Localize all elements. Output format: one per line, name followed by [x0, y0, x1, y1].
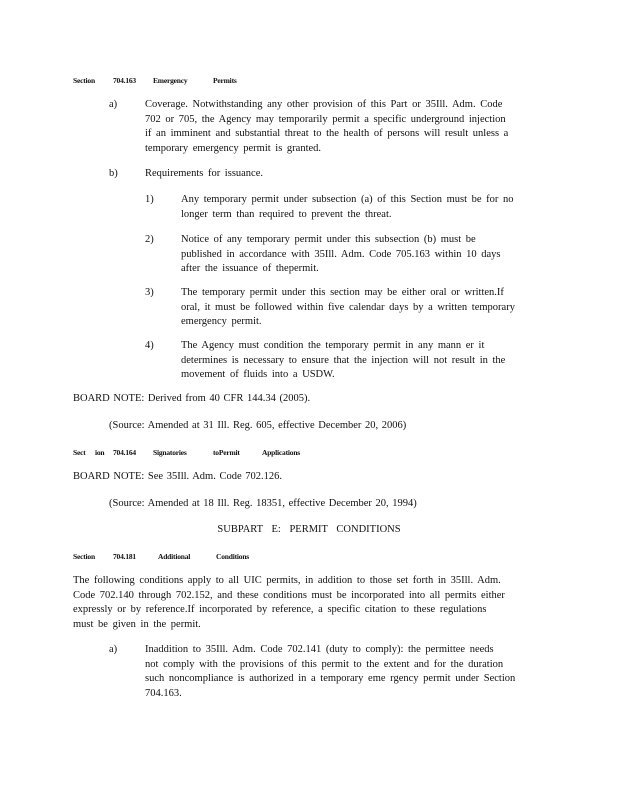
subsection-a-text	[145, 643, 515, 701]
item-text	[181, 233, 501, 277]
text-line: after the issuance of thepermit.	[181, 263, 319, 275]
text-line: Notice of any temporary permit under this subsection (b) must be	[181, 234, 476, 245]
section-title-word: Permits	[213, 76, 237, 85]
text-line: longer term than required to prevent the threat.	[181, 208, 392, 220]
item-number: 1)	[145, 194, 154, 205]
text-line: The Agency must condition the temporary permit in any mann er it	[181, 340, 485, 351]
section-label: Section	[73, 552, 95, 561]
source-note: (Source: Amended at 31 Ill. Reg. 605, effective December 20, 2006)	[109, 420, 407, 431]
subsection-label: a)	[109, 99, 118, 110]
section-label: Sect	[73, 448, 86, 457]
text-line: not comply with the provisions of this permit to the extent and for the duration	[145, 658, 504, 670]
board-note: BOARD NOTE: Derived from 40 CFR 144.34 (2005).	[73, 393, 311, 404]
subsection-a-text	[145, 98, 508, 156]
subsection-label: a)	[109, 644, 118, 655]
text-line: expressly or by reference.If incorporated by reference, a specific citation to these regulations	[73, 604, 487, 616]
text-line: must be given in the permit.	[73, 618, 201, 630]
text-line: movement of fluids into a USDW.	[181, 369, 335, 381]
text-line: temporary emergency permit is granted.	[145, 142, 322, 154]
text-line: determines is necessary to ensure that the injection will not result in the	[181, 354, 506, 366]
text-line: Any temporary permit under subsection (a) of this Section must be for no	[181, 194, 514, 205]
text-line: emergency permit.	[181, 316, 262, 328]
subsection-b-text: Requirements for issuance.	[145, 168, 264, 179]
intro-paragraph	[73, 574, 505, 632]
subpart-heading: SUBPART E: PERMIT CONDITIONS	[217, 524, 401, 535]
text-line: Inaddition to 35Ill. Adm. Code 702.141 (duty to comply): the permittee needs	[145, 644, 494, 655]
item-number: 2)	[145, 234, 154, 245]
section-title-word: Applications	[262, 448, 301, 457]
item-text	[181, 193, 514, 222]
text-line: 704.163.	[145, 687, 182, 699]
text-line: Coverage. Notwithstanding any other provision of this Part or 35Ill. Adm. Code	[145, 99, 503, 110]
text-line: 702 or 705, the Agency may temporarily permit a specific underground injection	[145, 113, 506, 125]
item-text	[181, 286, 515, 330]
subsection-label: b)	[109, 168, 118, 179]
section-title-word: Signatories	[153, 448, 187, 457]
item-number: 4)	[145, 340, 154, 351]
section-title-word: Emergency	[153, 76, 188, 85]
text-line: published in accordance with 35Ill. Adm. Code 705.163 within 10 days	[181, 248, 501, 260]
section-title-word: Conditions	[216, 552, 250, 561]
item-text	[181, 339, 505, 383]
text-line: oral, it must be followed within five calendar days by a written temporary	[181, 301, 515, 313]
text-line: Code 702.140 through 702.152, and these conditions must be incorporated into all permits either	[73, 589, 505, 601]
text-line: if an imminent and substantial threat to the health of persons will result unless a	[145, 128, 509, 140]
source-note: (Source: Amended at 18 Ill. Reg. 18351, effective December 20, 1994)	[109, 498, 417, 509]
section-number: 704.181	[113, 552, 136, 561]
text-line: The following conditions apply to all UIC permits, in addition to those set forth in 35Ill. Adm.	[73, 575, 501, 586]
text-line: The temporary permit under this section may be either oral or written.If	[181, 287, 504, 298]
section-number: 704.163	[113, 76, 136, 85]
section-title-word: toPermit	[213, 448, 240, 457]
section-title-word: Additional	[158, 552, 191, 561]
text-line: such noncompliance is authorized in a temporary eme rgency permit under Section	[145, 673, 516, 685]
item-number: 3)	[145, 287, 154, 298]
section-label: Section	[73, 76, 95, 85]
section-number: 704.164	[113, 448, 136, 457]
board-note: BOARD NOTE: See 35Ill. Adm. Code 702.126.	[73, 471, 282, 482]
section-label: ion	[95, 448, 105, 457]
